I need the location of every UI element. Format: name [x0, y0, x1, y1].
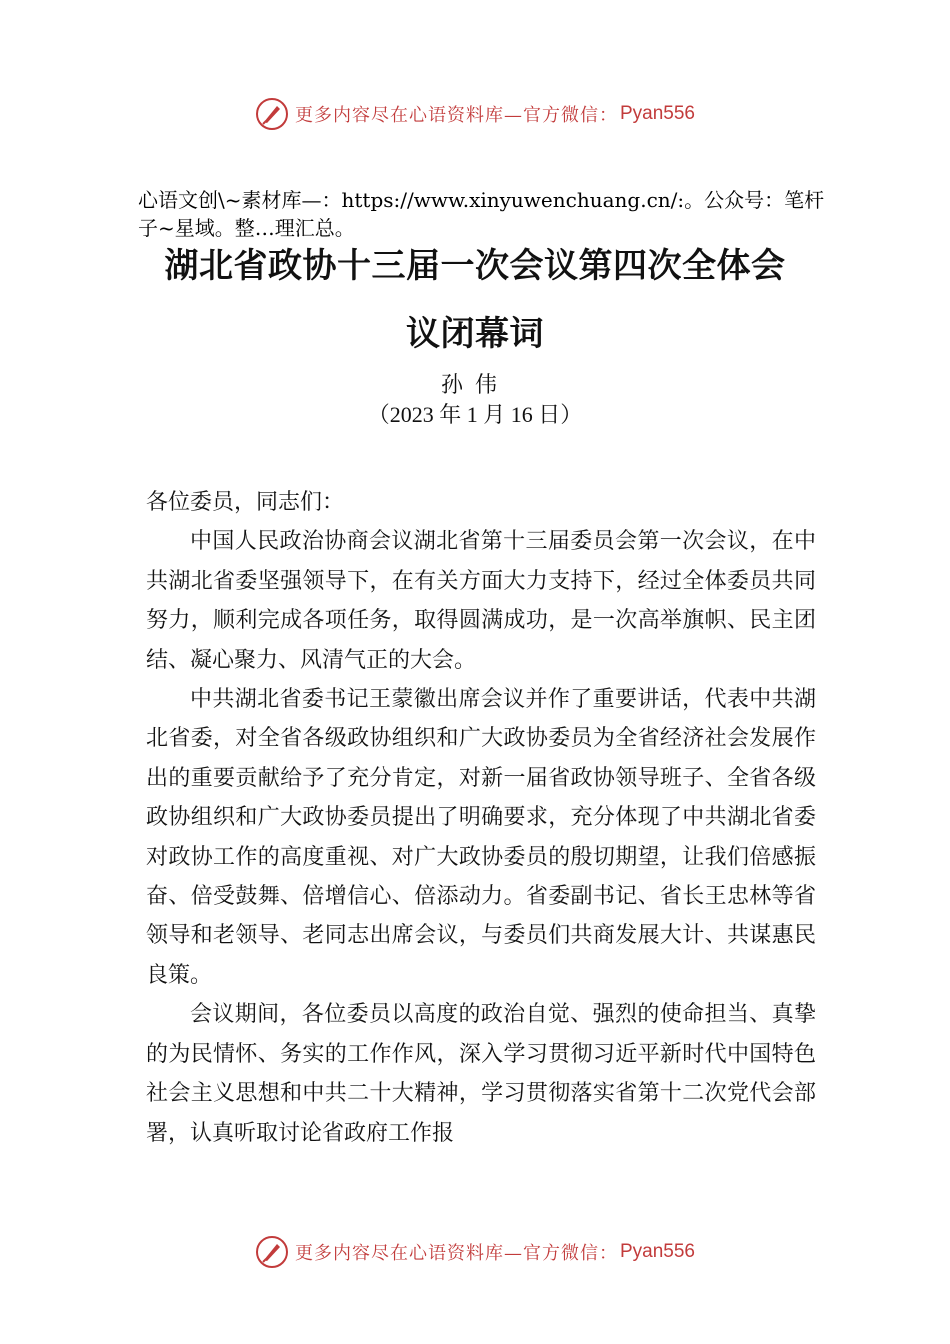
paragraph: 中国人民政治协商会议湖北省第十三届委员会第一次会议，在中共湖北省委坚强领导下，在有关方面大力支持下，经过全体委员共同努力，顺利完成各项任务，取得圆满成功，是一次高举旗帜、民主团结、凝心聚力、风清气正的大会。: [146, 529, 816, 673]
document-body: [146, 483, 816, 1153]
banner-wechat-id: Pyan556: [619, 103, 695, 124]
quill-pen-logo-icon: [255, 1235, 289, 1269]
watermark-text: 心语文创\~素材库—：https://www.xinyuwenchuang.cn/:。公众号：笔杆子~星域。整…理汇总。: [138, 188, 825, 240]
banner-text: 更多内容尽在心语资料库—官方微信：: [294, 1243, 618, 1264]
salutation: 各位委员，同志们：: [146, 490, 345, 515]
paragraph: 中共湖北省委书记王蒙徽出席会议并作了重要讲话，代表中共湖北省委，对全省各级政协组织和广大政协委员为全省经济社会发展作出的重要贡献给予了充分肯定，对新一届省政协领导班子、全省各级政协组织和广大政协委员提出了明确要求，充分体现了中共湖北省委对政协工作的高度重视、对广大政协委员的殷切期望，让我们倍感振奋、倍受鼓舞、倍增信心、倍添动力。省委副书记、省长王忠林等省领导和老领导、老同志出席会议，与委员们共商发展大计、共谋惠民良策。: [146, 687, 816, 988]
document-title-line1: 湖北省政协十三届一次会议第四次全体会: [164, 246, 786, 286]
speech-date: （2023 年 1 月 16 日）: [367, 402, 583, 427]
quill-pen-logo-icon: [255, 97, 289, 131]
banner-wechat-id: Pyan556: [619, 1241, 695, 1262]
document-title-line2: 议闭幕词: [406, 314, 544, 354]
banner-text: 更多内容尽在心语资料库—官方微信：: [294, 105, 618, 126]
paragraph: 会议期间，各位委员以高度的政治自觉、强烈的使命担当、真挚的为民情怀、务实的工作作风，深入学习贯彻习近平新时代中国特色社会主义思想和中共二十大精神，学习贯彻落实省第十二次党代会部署，认真听取讨论省政府工作报: [146, 1002, 816, 1146]
header-banner: [0, 94, 950, 134]
footer-banner: [0, 1232, 950, 1272]
author-name: 孙伟: [440, 373, 509, 398]
